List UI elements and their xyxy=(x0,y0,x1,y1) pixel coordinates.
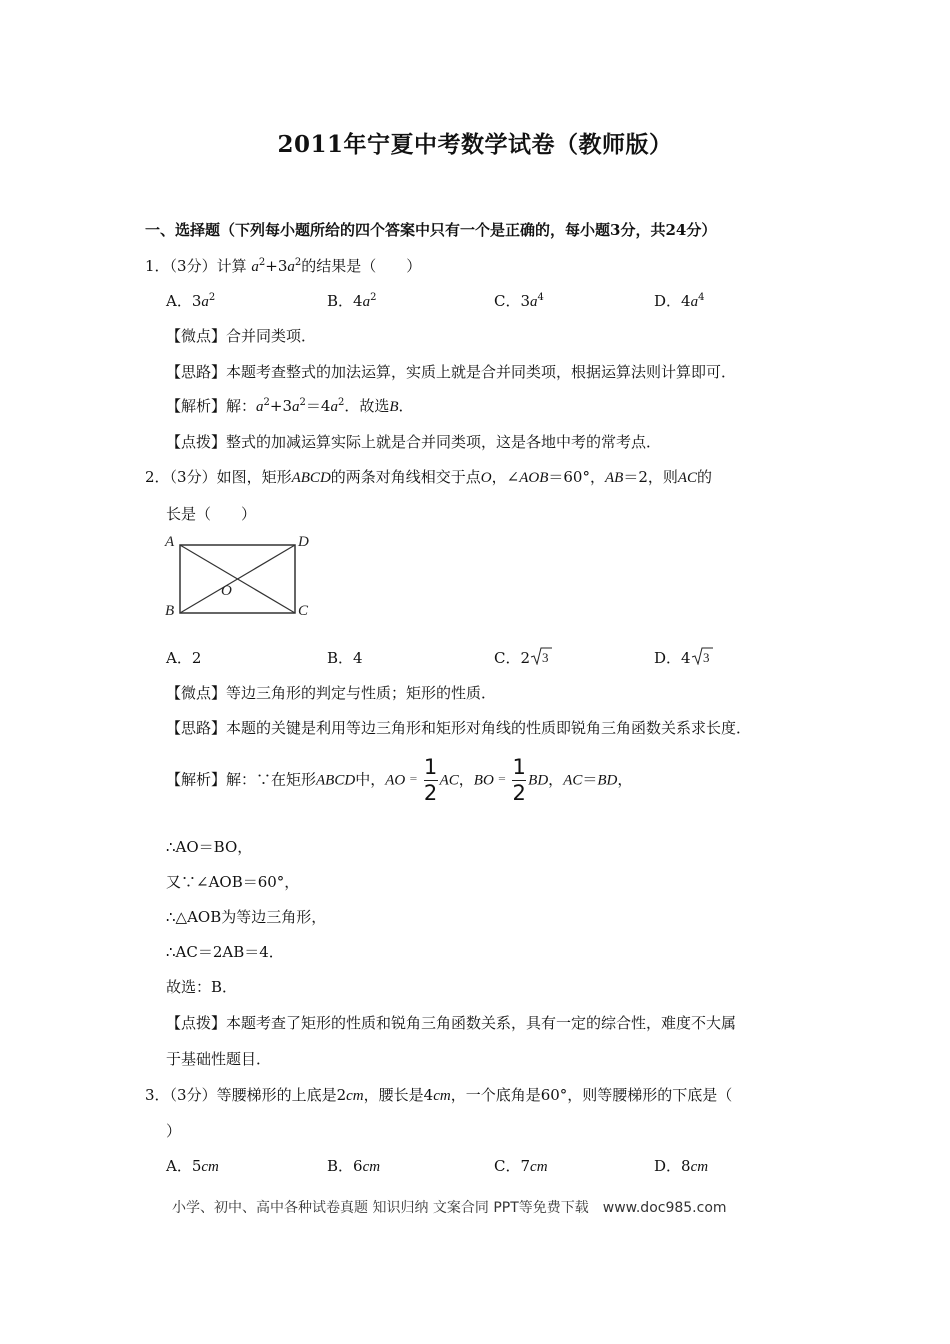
question-score: （3分） xyxy=(169,1086,217,1104)
q3-option-d[interactable]: D．8cm xyxy=(654,1157,709,1175)
q2-step-1: ∴AO＝BO， xyxy=(166,838,253,856)
q1-dianbo: 【点拨】整式的加减运算实际上就是合并同类项，这是各地中考的常考点． xyxy=(166,433,662,451)
q2-option-c[interactable]: C．2 3 xyxy=(494,647,552,668)
q2-jiexi: 【解析】解：∵在矩形ABCD中，AO = $\frac{1}{2}$ AC，BO = $\frac{1}{2}$ BD，AC＝BD， xyxy=(166,755,633,805)
fraction-half: $\frac{1}{2}$ xyxy=(423,755,438,805)
q2-step-5: 故选：B． xyxy=(166,978,238,996)
question-score: （3分） xyxy=(169,257,217,275)
section-header: 一、选择题（下列每小题所给的四个答案中只有一个是正确的，每小题3分，共24分） xyxy=(145,221,717,239)
q3-option-b[interactable]: B．6cm xyxy=(327,1157,381,1175)
q2-step-4: ∴AC＝2AB＝4． xyxy=(166,943,284,961)
q1-option-c[interactable]: C．$3a^4$ xyxy=(494,292,544,310)
question-number: 3． xyxy=(145,1086,170,1104)
page-footer[interactable]: 小学、初中、高中各种试卷真题 知识归纳 文案合同 PPT等免费下载 www.doc985.com xyxy=(172,1200,727,1216)
label-c: C xyxy=(298,603,309,619)
q2-step-3: ∴△AOB为等边三角形， xyxy=(166,908,327,926)
page-title: 2011年宁夏中考数学试卷（教师版） xyxy=(277,131,673,158)
sqrt-symbol xyxy=(691,647,713,665)
question-score: （3分） xyxy=(169,468,217,486)
question-2-stem: 2．（3分）如图，矩形ABCD的两条对角线相交于点O，∠AOB＝60°，AB＝2，则AC的 xyxy=(145,468,713,486)
label-a: A xyxy=(165,534,175,550)
question-number: 2． xyxy=(145,468,170,486)
fraction-half: $\frac{1}{2}$ xyxy=(512,755,526,805)
q2-dianbo-line1: 【点拨】本题考查了矩形的性质和锐角三角函数关系，具有一定的综合性，难度不大属 xyxy=(166,1014,737,1032)
question-3-stem-line2: ） xyxy=(166,1122,182,1140)
svg-text:3: 3 xyxy=(702,650,710,665)
q3-option-c[interactable]: C．7cm xyxy=(494,1157,548,1175)
q2-step-2: 又∵∠AOB＝60°， xyxy=(166,873,300,891)
q1-weidian: 【微点】合并同类项． xyxy=(166,327,317,345)
q2-weidian: 【微点】等边三角形的判定与性质；矩形的性质． xyxy=(166,684,497,702)
q1-option-a[interactable]: A．$3a^2$ xyxy=(166,292,216,310)
label-b: B xyxy=(165,603,175,619)
q1-option-b[interactable]: B．$4a^2$ xyxy=(327,292,377,310)
q1-option-d[interactable]: D．$4a^4$ xyxy=(654,292,705,310)
label-d: D xyxy=(298,534,309,550)
q2-dianbo-line2: 于基础性题目． xyxy=(166,1050,272,1068)
q3-option-a[interactable]: A．5cm xyxy=(166,1157,219,1175)
question-1-stem: 1．（3分）计算 $a^2+3a^2$的结果是（ ） xyxy=(145,257,422,275)
q2-silu: 【思路】本题的关键是利用等边三角形和矩形对角线的性质即锐角三角函数关系求长度． xyxy=(166,719,752,737)
q2-option-a[interactable]: A．2 xyxy=(166,649,202,667)
q2-option-b[interactable]: B．4 xyxy=(327,649,363,667)
svg-text:3: 3 xyxy=(542,650,549,665)
q2-option-d[interactable]: D．4 3 xyxy=(654,647,713,668)
question-3-stem: 3．（3分）等腰梯形的上底是2cm，腰长是4cm，一个底角是60°，则等腰梯形的下底是（ xyxy=(145,1086,733,1104)
q1-jiexi: 【解析】解：$a^2+3a^2=4a^2$．故选B． xyxy=(166,397,414,415)
label-o: O xyxy=(221,583,232,599)
question-number: 1． xyxy=(145,257,170,275)
question-2-stem-line2: 长是（ ） xyxy=(166,505,257,523)
rectangle-figure xyxy=(162,529,312,625)
sqrt-symbol xyxy=(530,647,552,665)
q1-silu: 【思路】本题考查整式的加法运算，实质上就是合并同类项，根据运算法则计算即可． xyxy=(166,363,737,381)
